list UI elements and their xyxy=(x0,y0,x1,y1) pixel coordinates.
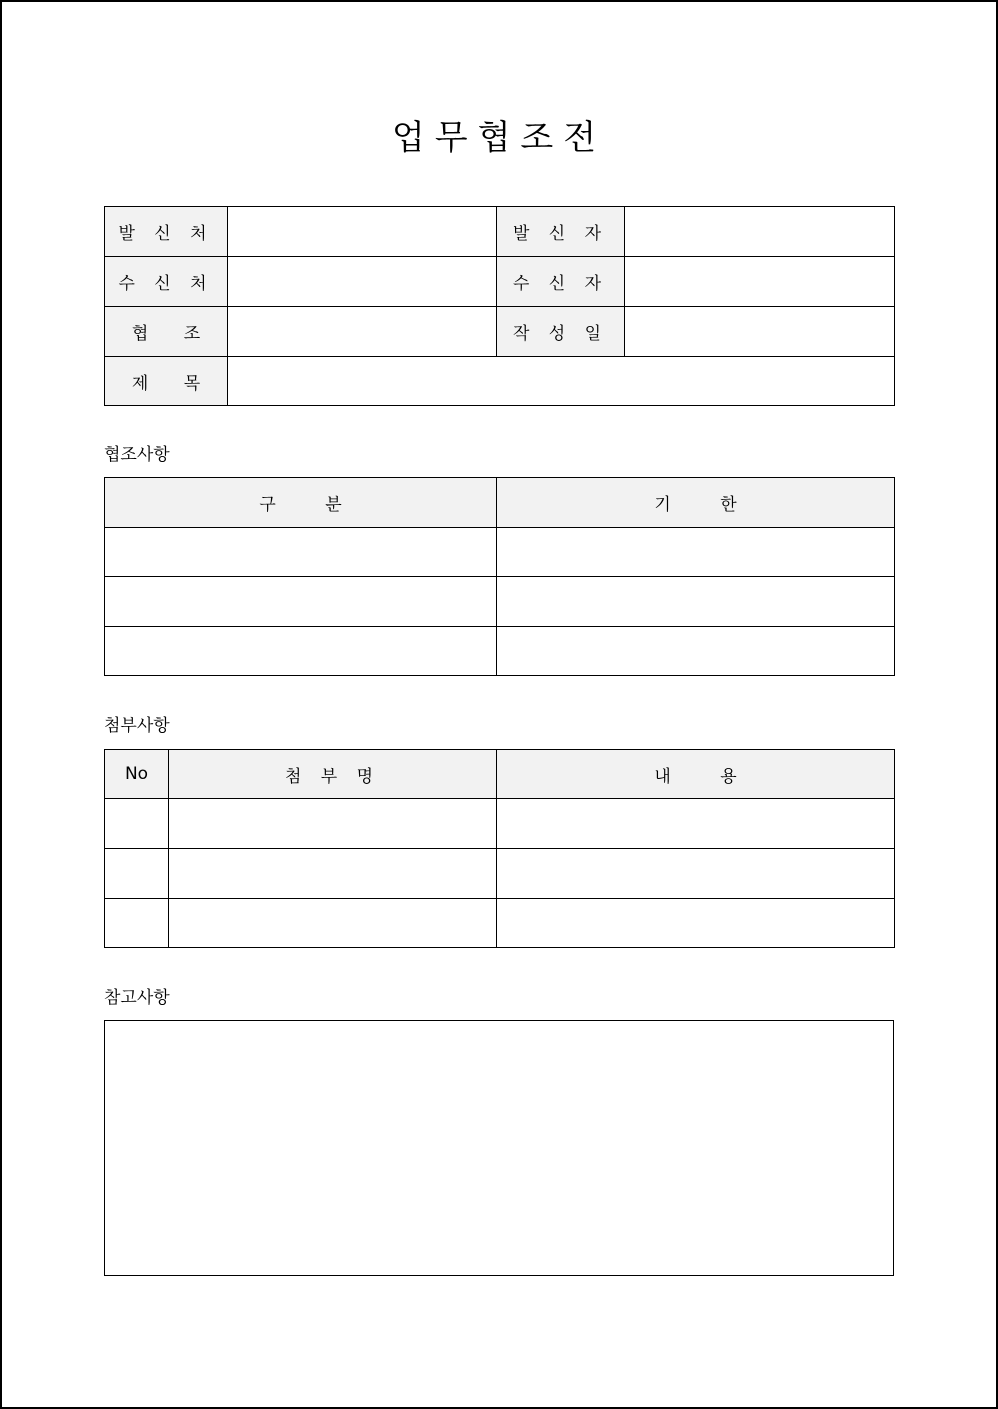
attachment-section-label: 첨부사항 xyxy=(104,716,170,736)
document-title: 업무협조전 xyxy=(391,118,607,158)
info-table xyxy=(104,206,895,406)
no-cell[interactable] xyxy=(105,799,169,849)
sender-label: 발 신 자 xyxy=(497,207,625,257)
category-cell[interactable] xyxy=(105,627,497,676)
notes-section-label: 참고사항 xyxy=(104,988,170,1008)
table-row xyxy=(105,849,895,899)
subject-field[interactable] xyxy=(228,357,895,406)
deadline-cell[interactable] xyxy=(497,627,895,676)
sender-field[interactable] xyxy=(625,207,895,257)
subject-label: 제 목 xyxy=(105,357,228,406)
attachment-name-cell[interactable] xyxy=(169,899,497,948)
date-field[interactable] xyxy=(625,307,895,357)
table-row xyxy=(105,528,895,577)
content-cell[interactable] xyxy=(497,849,895,899)
attachment-name-header: 첨 부 명 xyxy=(169,750,497,799)
deadline-header: 기 한 xyxy=(497,478,895,528)
recipient-label: 수 신 자 xyxy=(497,257,625,307)
table-row xyxy=(105,627,895,676)
table-row xyxy=(105,577,895,627)
no-cell[interactable] xyxy=(105,849,169,899)
table-row xyxy=(105,899,895,948)
no-cell[interactable] xyxy=(105,899,169,948)
no-header: No xyxy=(105,750,169,799)
attachment-name-cell[interactable] xyxy=(169,799,497,849)
cooperation-table xyxy=(104,477,895,676)
category-header: 구 분 xyxy=(105,478,497,528)
cooperation-label: 협 조 xyxy=(105,307,228,357)
attachment-name-cell[interactable] xyxy=(169,849,497,899)
sender-org-label: 발 신 처 xyxy=(105,207,228,257)
recipient-org-field[interactable] xyxy=(228,257,497,307)
category-cell[interactable] xyxy=(105,577,497,627)
content-header: 내 용 xyxy=(497,750,895,799)
date-label: 작 성 일 xyxy=(497,307,625,357)
recipient-field[interactable] xyxy=(625,257,895,307)
notes-box[interactable] xyxy=(104,1020,894,1276)
cooperation-field[interactable] xyxy=(228,307,497,357)
sender-org-field[interactable] xyxy=(228,207,497,257)
attachment-table xyxy=(104,749,895,948)
recipient-org-label: 수 신 처 xyxy=(105,257,228,307)
table-row xyxy=(105,799,895,849)
category-cell[interactable] xyxy=(105,528,497,577)
deadline-cell[interactable] xyxy=(497,577,895,627)
deadline-cell[interactable] xyxy=(497,528,895,577)
content-cell[interactable] xyxy=(497,799,895,849)
content-cell[interactable] xyxy=(497,899,895,948)
cooperation-section-label: 협조사항 xyxy=(104,445,170,465)
